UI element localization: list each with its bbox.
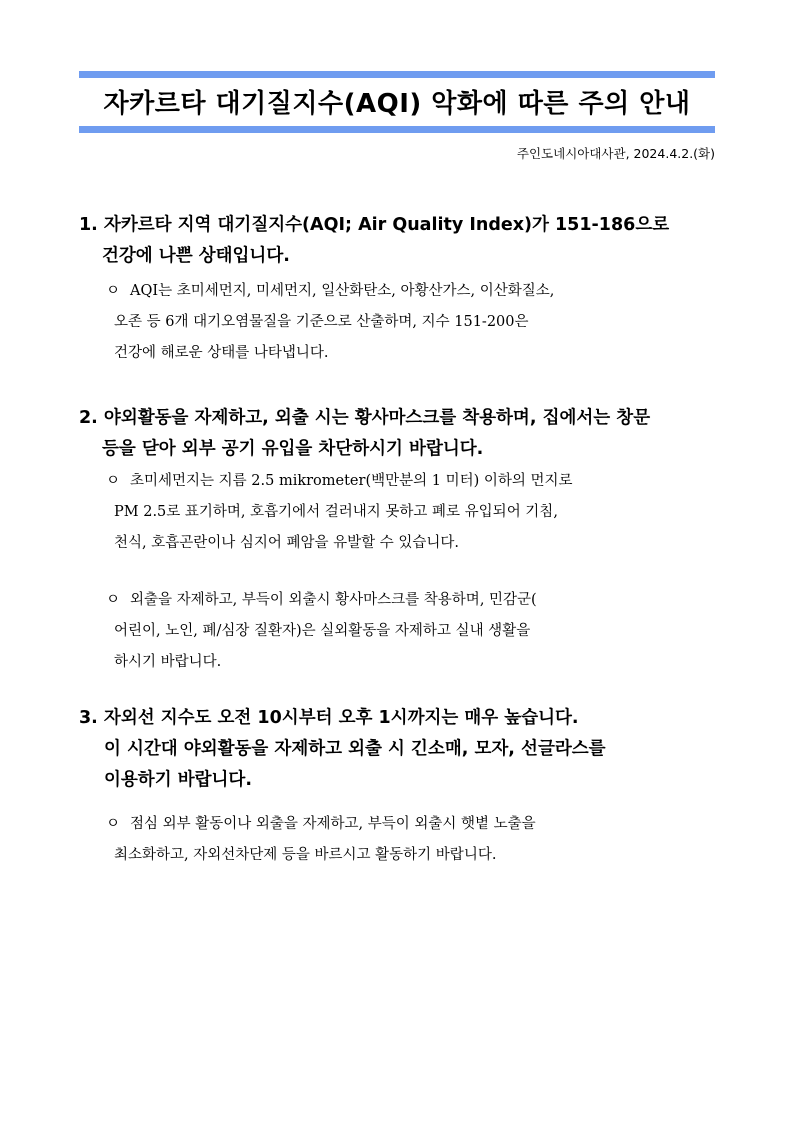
bullet-line: 최소화하고, 자외선차단제 등을 바르시고 활동하기 바랍니다. [114,847,497,863]
section-2-heading-line-1: 2. 야외활동을 자제하고, 외출 시는 황사마스크를 착용하며, 집에서는 창문 [79,408,651,428]
title-bottom-rule [79,126,715,133]
section-3-heading [79,703,606,796]
section-3-heading-line-2: 이 시간대 야외활동을 자제하고 외출 시 긴소매, 모자, 선글라스를 [104,739,606,759]
section-1-heading [79,210,669,272]
section-2-heading [79,403,650,465]
section-1-heading-line-2: 건강에 나쁜 상태입니다. [102,246,290,266]
section-2-bullet-1 [106,466,573,559]
section-3-bullet-1 [106,809,536,871]
bullet-line: 점심 외부 활동이나 외출을 자제하고, 부득이 외출시 햇볕 노출을 [130,816,536,832]
section-1-bullet-1 [106,276,554,369]
bullet-mark: ㅇ [106,283,121,299]
bullet-line: 외출을 자제하고, 부득이 외출시 황사마스크를 착용하며, 민감군( [130,592,537,608]
section-3-heading-line-3: 이용하기 바랍니다. [104,770,252,790]
issuer-date: 주인도네시아대사관, 2024.4.2.(화) [516,146,715,161]
bullet-line: 초미세먼지는 지름 2.5 mikrometer(백만분의 1 미터) 이하의 먼지로 [130,473,573,489]
bullet-line: 오존 등 6개 대기오염물질을 기준으로 산출하며, 지수 151-200은 [114,314,529,330]
bullet-line: 건강에 해로운 상태를 나타냅니다. [114,345,329,361]
title-top-rule [79,71,715,78]
section-2-heading-line-2: 등을 닫아 외부 공기 유입을 차단하시기 바랍니다. [102,439,484,459]
section-2-bullet-2 [106,585,537,678]
bullet-mark: ㅇ [106,473,121,489]
bullet-mark: ㅇ [106,592,121,608]
page-title: 자카르타 대기질지수(AQI) 악화에 따른 주의 안내 [103,89,691,119]
section-1-heading-line-1: 1. 자카르타 지역 대기질지수(AQI; Air Quality Index)가 151-186으로 [79,215,670,235]
bullet-line: PM 2.5로 표기하며, 호흡기에서 걸러내지 못하고 폐로 유입되어 기침, [114,504,558,520]
section-3-heading-line-1: 3. 자외선 지수도 오전 10시부터 오후 1시까지는 매우 높습니다. [79,708,579,728]
bullet-line: 하시기 바랍니다. [114,654,222,670]
bullet-line: 천식, 호흡곤란이나 심지어 폐암을 유발할 수 있습니다. [114,535,460,551]
bullet-mark: ㅇ [106,816,121,832]
bullet-line: 어린이, 노인, 폐/심장 질환자)은 실외활동을 자제하고 실내 생활을 [114,623,531,639]
bullet-line: AQI는 초미세먼지, 미세먼지, 일산화탄소, 아황산가스, 이산화질소, [130,283,555,299]
